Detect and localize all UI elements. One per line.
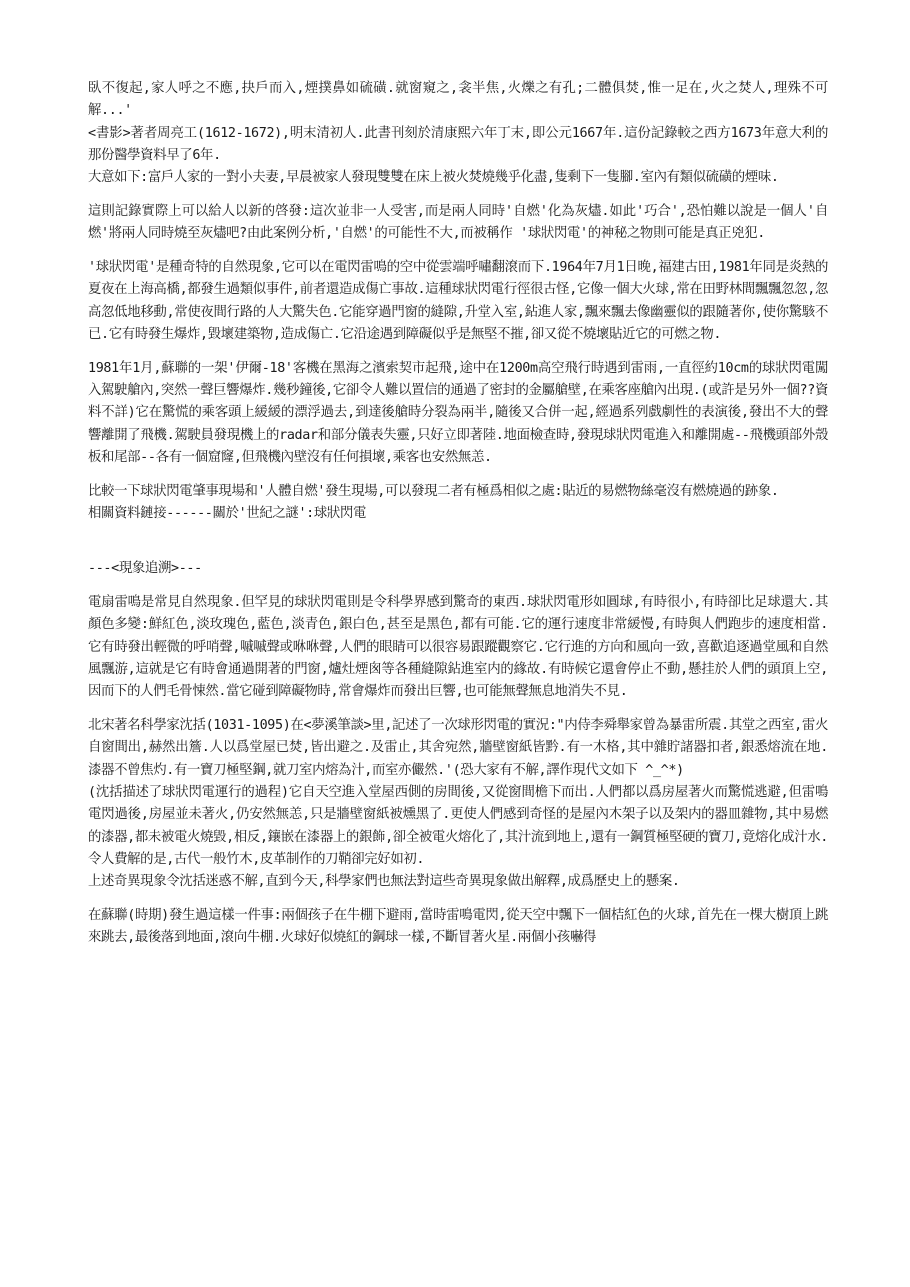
paragraph-spacer [88, 246, 828, 258]
section-heading-phenomenon: ---<現象追溯>--- [88, 561, 202, 577]
related-link-text: 相關資料鏈接------關於'世紀之謎':球狀閃電 [88, 506, 367, 522]
paragraph-shen-kuo-record: 北宋著名科學家沈括(1031-1095)在<夢溪筆談>里,記述了一次球形閃電的實況:"内侍李舜舉家曾為暴雷所震.其堂之西室,雷火自窗間出,赫然出簷.人以爲堂屋已焚,皆出避之.及雷止,其舍宛然,牆壁窗紙皆黔.有一木格,其中雜貯諸器扣者,銀悉熔流在地.漆器不曾焦灼.有一寶刀極堅鋼,就刀室内熔為汁,而室亦儼然.'(恐大家有不解,譯作現代文如下 ^_^*) [88, 718, 828, 778]
paragraph-ball-lightning-intro: '球狀閃電'是種奇特的自然現象,它可以在電閃雷鳴的空中從雲端呼嘯翻滾而下.1964年7月1日晚,福建古田,1981年同是炎熱的夏夜在上海高橋,都發生過類似事件,前者還造成傷亡事故.這種球狀閃電行徑很古怪,它像一個大火球,常在田野林間飄飄忽忽,忽高忽低地移動,常使夜間行路的人大驚失色.它能穿過門窗的縫隙,升堂入室,鉆進人家,飄來飄去像幽靈似的跟隨著你,使你驚駭不已.它有時發生爆炸,毀壞建築物,造成傷亡.它沿途遇到障礙似乎是無堅不摧,卻又從不燒壞貼近它的可燃之物. [88, 260, 828, 342]
section-spacer [88, 525, 828, 558]
paragraph-spacer [88, 346, 828, 358]
paragraph-spacer [88, 894, 828, 906]
paragraph-unsolved-mystery: 上述奇異現象令沈括迷惑不解,直到今天,科學家們也無法對這些奇異現象做出解釋,成爲歷史上的懸案. [88, 874, 680, 890]
paragraph-phenomenon-description: 電扇雷鳴是常見自然現象.但罕見的球狀閃電則是令科學界感到驚奇的東西.球狀閃電形如圓球,有時很小,有時卻比足球還大.其顏色多變:鮮紅色,淡玫瑰色,藍色,淡青色,銀白色,甚至是黑色,都有可能.它的運行速度非常緩慢,有時與人們跑步的速度相當.它有時發出輕微的呼哨聲,嘁嘁聲或咻咻聲,人們的眼睛可以很容易跟蹤觀察它.它行進的方向和風向一致,喜歡追逐過堂風和自然風飄游,這就是它有時會通過開著的門窗,爐灶煙囪等各種縫隙鉆進室内的緣故.有時候它還會停止不動,懸挂於人們的頭頂上空,因而下的人們毛骨悚然.當它碰到障礙物時,常會爆炸而發出巨響,也可能無聲無息地消失不見. [88, 595, 828, 700]
paragraph-soviet-children-account: 在蘇聯(時期)發生過這樣一件事:兩個孩子在牛棚下避雨,當時雷鳴電閃,從天空中飄下一個桔紅色的火球,首先在一棵大樹頂上跳來跳去,最後落到地面,滾向牛棚.火球好似燒紅的鋼球一樣,不斷冒著火星.兩個小孩嚇得 [88, 908, 828, 946]
paragraph-cremation-account: 臥不復起,家人呼之不應,抉戶而入,煙撲鼻如硫磺.就窗窺之,衾半焦,火爍之有孔;二體俱焚,惟一足在,火之焚人,理殊不可解...' [88, 81, 828, 119]
paragraph-spacer [88, 581, 828, 593]
document-body [88, 78, 828, 950]
paragraph-summary: 大意如下:富戶人家的一對小夫妻,早晨被家人發現雙雙在床上被火焚燒幾乎化盡,隻剩下一隻腳.室內有類似硫磺的煙味. [88, 170, 779, 186]
paragraph-spacer [88, 189, 828, 201]
paragraph-spacer [88, 469, 828, 481]
paragraph-spacer [88, 704, 828, 716]
paragraph-analysis: 這則記錄實際上可以給人以新的啓發:這次並非一人受害,而是兩人同時'自燃'化為灰燼.如此'巧合',恐怕難以說是一個人'自燃'將兩人同時燒至灰燼吧?由此案例分析,'自燃'的可能性不大,而被稱作 '球狀閃電'的神秘之物則可能是真正兇犯. [88, 203, 828, 242]
paragraph-aircraft-incident: 1981年1月,蘇聯的一架'伊爾-18'客機在黑海之濱索契市起飛,途中在1200m高空飛行時遇到雷雨,一直徑約10cm的球狀閃電闖入駕駛艙內,突然一聲巨響爆炸.幾秒鐘後,它卻令人難以置信的通過了密封的金屬艙壁,在乘客座艙內出現.(或許是另外一個??資料不詳)它在驚慌的乘客頭上緩緩的漂浮過去,到達後艙時分裂為兩半,隨後又合併一起,經過系列戲劇性的表演後,發出不大的聲響離開了飛機.駕駛員發現機上的radar和部分儀表失靈,只好立即著陸.地面檢查時,發現球狀閃電進入和離開處--飛機頭部外殼板和尾部--各有一個窟窿,但飛機內壁沒有任何損壞,乘客也安然無恙. [88, 360, 828, 465]
paragraph-modern-translation: (沈括描述了球狀閃電運行的過程)它自天空進入堂屋西側的房間後,又從窗間檐下而出.人們都以爲房屋著火而驚慌逃避,但雷鳴電閃過後,房屋並未著火,仍安然無恙,只是牆壁窗紙被燻黑了.更使人們感到奇怪的是屋內木架子以及架内的器皿雜物,其中易燃的漆器,都未被電火燒毀,相反,鑲嵌在漆器上的銀飾,卻全被電火熔化了,其汁流到地上,還有一鋼質極堅硬的寶刀,竟熔化成汁水.令人費解的是,古代一般竹木,皮革制作的刀鞘卻完好如初. [88, 785, 828, 867]
paragraph-book-source-note: <書影>著者周亮工(1612-1672),明末清初人.此書刊刻於清康熙六年丁末,即公元1667年.這份記錄較之西方1673年意大利的那份醫學資料早了6年. [88, 125, 828, 163]
paragraph-comparison: 比較一下球狀閃電肇事現場和'人體自燃'發生現場,可以發現二者有極爲相似之處:貼近的易燃物絲毫沒有燃燒過的跡象. [88, 483, 779, 499]
